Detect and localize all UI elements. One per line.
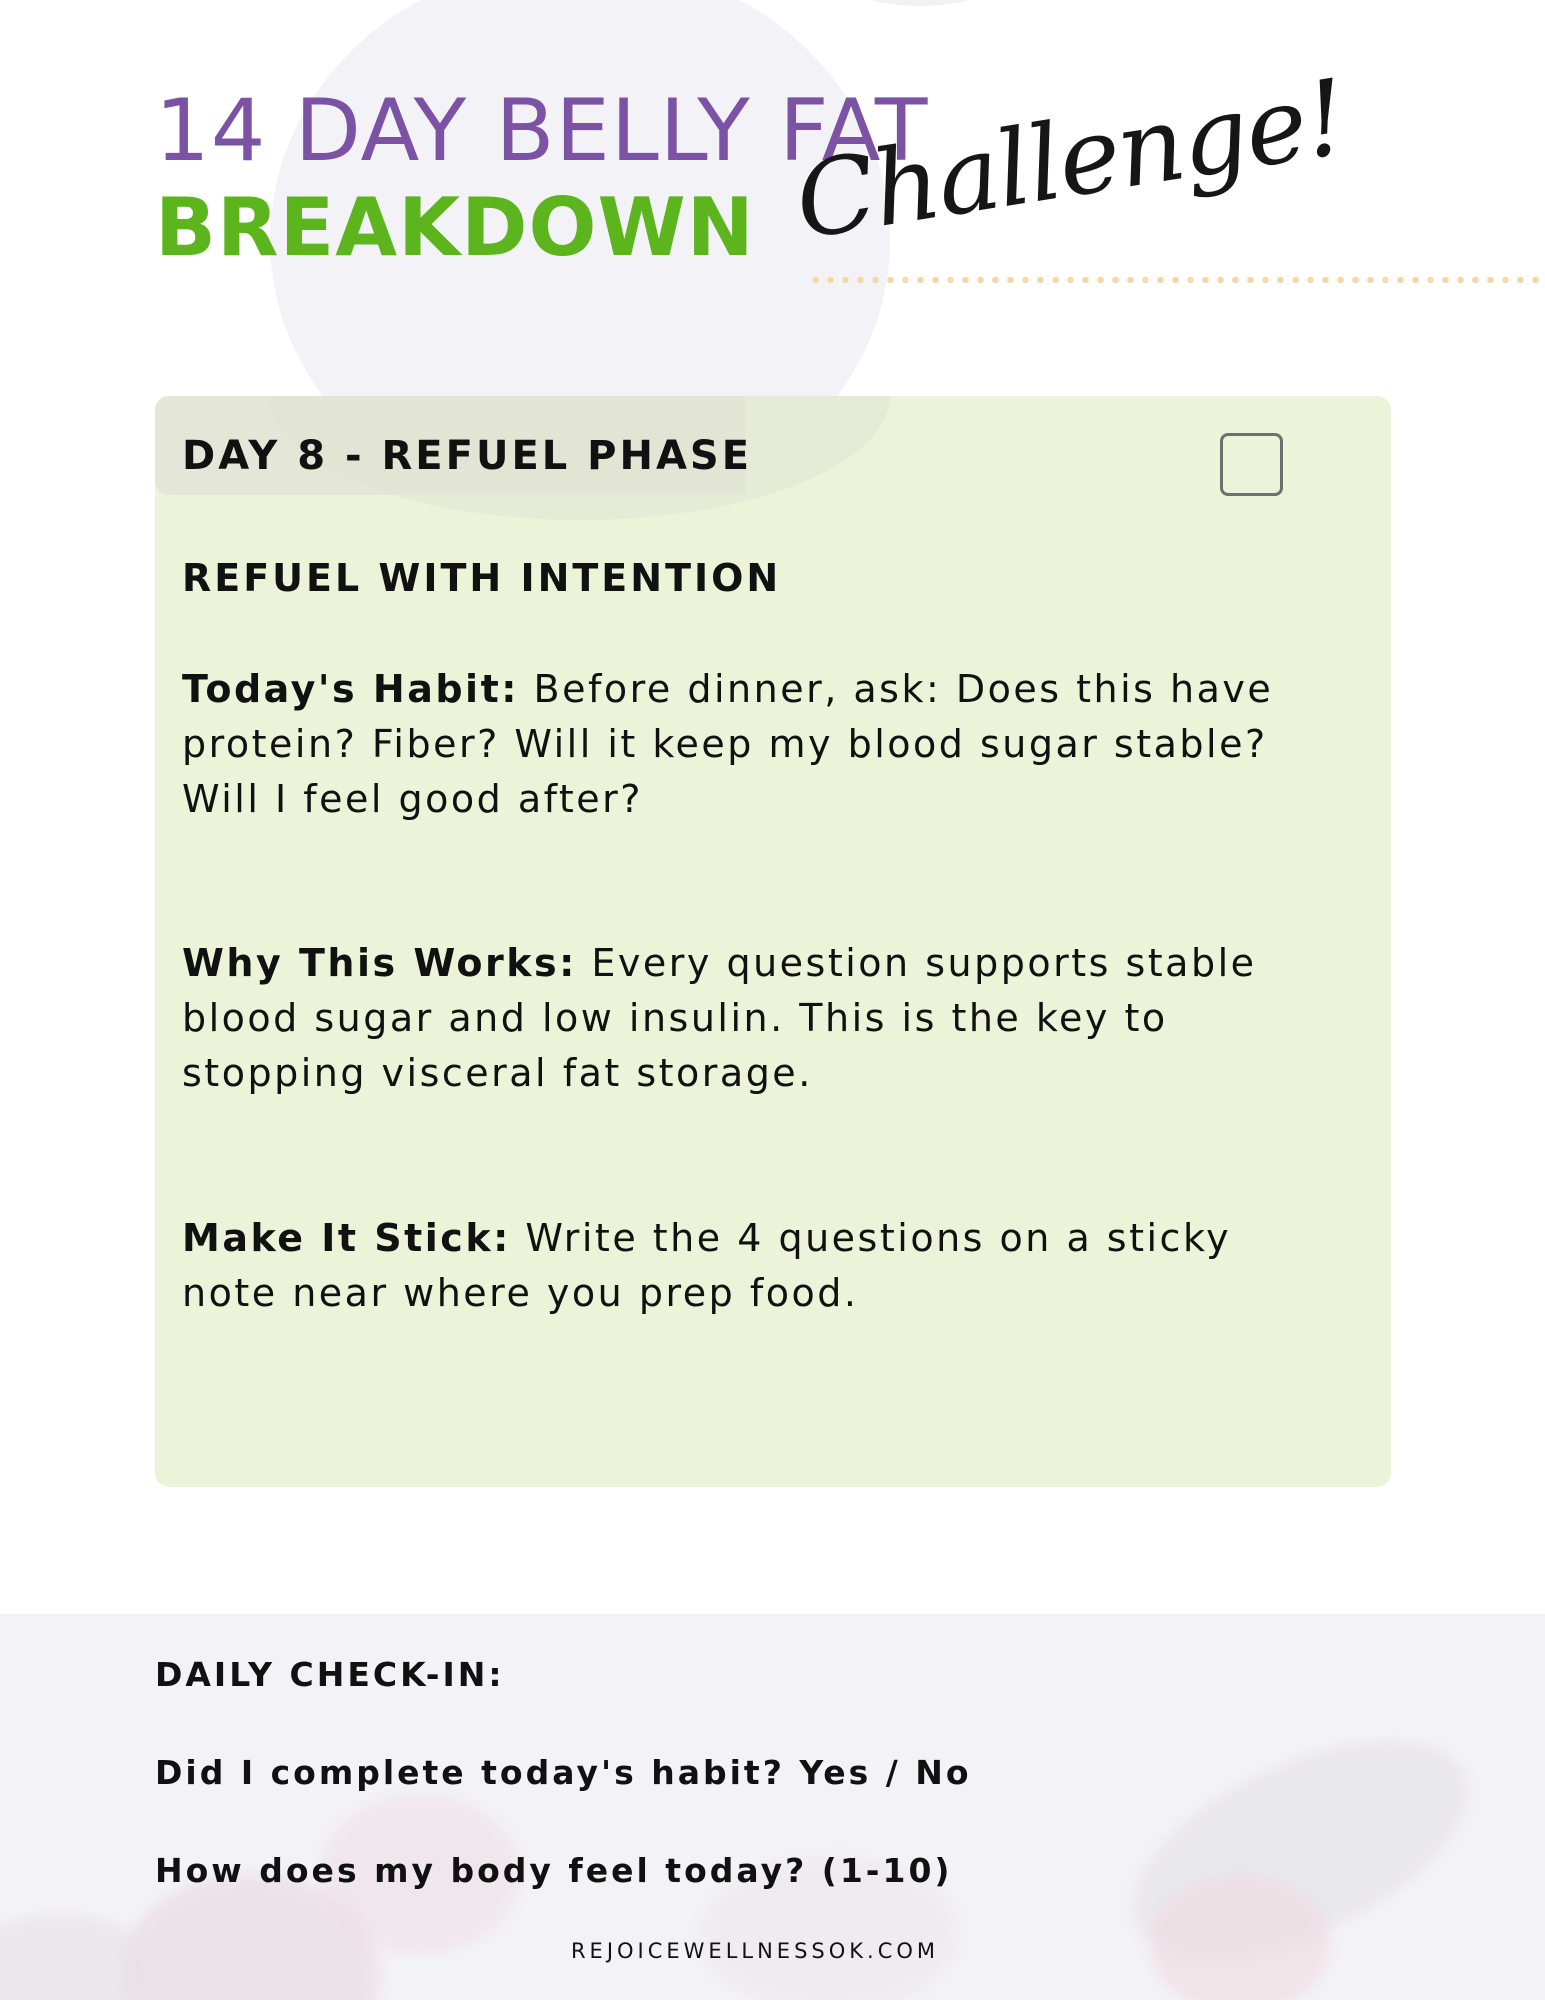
- make-it-stick-label: Make It Stick:: [182, 1216, 511, 1260]
- title-line-2: BREAKDOWN: [155, 181, 755, 274]
- decorative-circle-top: [840, 0, 1000, 6]
- day-card: [155, 396, 1391, 1487]
- card-subtitle: REFUEL WITH INTENTION: [182, 556, 782, 600]
- dotted-divider: [808, 276, 1545, 284]
- checkin-question-habit: Did I complete today's habit? Yes / No: [155, 1753, 972, 1792]
- footer-website-link[interactable]: REJOICEWELLNESSOK.COM: [570, 1939, 940, 1963]
- title-script-word: Challenge!: [787, 55, 1354, 263]
- why-this-works-label: Why This Works:: [182, 941, 577, 985]
- why-this-works-paragraph: [182, 936, 1322, 1101]
- todays-habit-label: Today's Habit:: [182, 667, 519, 711]
- day-title: DAY 8 - REFUEL PHASE: [182, 433, 753, 479]
- checkin-question-body-feel: How does my body feel today? (1-10): [155, 1851, 953, 1890]
- why-this-works-text: Every question supports stable blood sugar and low insulin. This is the key to stopping visceral fat storage.: [182, 941, 1257, 1095]
- day-complete-checkbox[interactable]: [1220, 433, 1283, 496]
- make-it-stick-text: Write the 4 questions on a sticky note near where you prep food.: [182, 1216, 1232, 1315]
- todays-habit-paragraph: [182, 662, 1322, 827]
- todays-habit-text: Before dinner, ask: Does this have protein? Fiber? Will it keep my blood sugar stable? Will I feel good after?: [182, 667, 1274, 821]
- title-line-1: 14 DAY BELLY FAT: [155, 81, 929, 181]
- checkin-title: DAILY CHECK-IN:: [155, 1655, 505, 1694]
- make-it-stick-paragraph: [182, 1211, 1322, 1321]
